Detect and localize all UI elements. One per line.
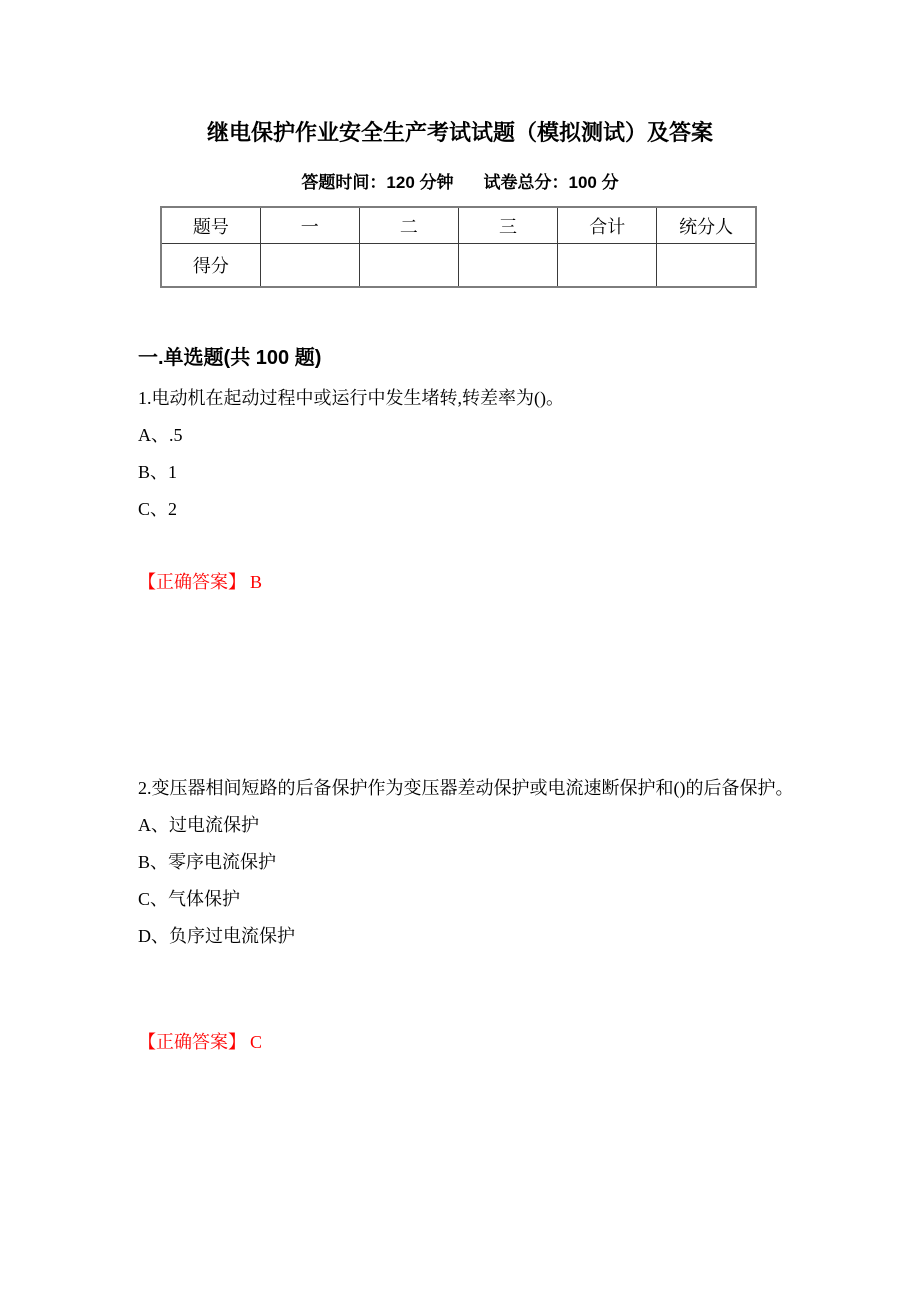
- score-cell-empty: [260, 244, 359, 288]
- question-2-answer-line: [138, 1024, 262, 1061]
- score-cell-empty: [359, 244, 458, 288]
- score-summary-table: [160, 206, 757, 288]
- section-heading-single-choice: 一.单选题(共 100 题): [138, 347, 322, 369]
- question-1-text: 1.电动机在起动过程中或运行中发生堵转,转差率为()。: [138, 388, 564, 408]
- score-table-col-question-no: 题号: [161, 207, 260, 244]
- score-row-label: 得分: [161, 244, 260, 288]
- question-2-text: 2.变压器相间短路的后备保护作为变压器差动保护或电流速断保护和()的后备保护。: [138, 778, 794, 798]
- question-1-answer-letter: B: [250, 572, 263, 592]
- answer-prefix: 【正确答案】: [138, 572, 246, 592]
- question-1-option-b: B、1: [138, 462, 178, 482]
- question-1-option-a: A、.5: [138, 425, 183, 445]
- score-table-header-row: [161, 207, 756, 244]
- exam-meta-line: [0, 170, 920, 196]
- score-table-score-row: [161, 244, 756, 288]
- question-1-answer-line: [138, 564, 262, 601]
- question-2: [138, 770, 796, 955]
- question-1-option-c: C、2: [138, 499, 178, 519]
- score-cell-empty: [558, 244, 657, 288]
- score-cell-empty: [458, 244, 557, 288]
- score-table-col-one: 一: [260, 207, 359, 244]
- question-2-option-b: B、零序电流保护: [138, 852, 277, 872]
- exam-total-score-label: 试卷总分：100 分: [483, 173, 619, 192]
- question-1: [138, 380, 796, 528]
- exam-time-label: 答题时间：120 分钟: [301, 173, 454, 192]
- score-cell-empty: [657, 244, 756, 288]
- question-2-option-c: C、气体保护: [138, 889, 241, 909]
- score-table-col-total: 合计: [558, 207, 657, 244]
- answer-prefix: 【正确答案】: [138, 1032, 246, 1052]
- question-2-answer-letter: C: [250, 1032, 263, 1052]
- question-2-option-d: D、负序过电流保护: [138, 926, 295, 946]
- score-table-col-two: 二: [359, 207, 458, 244]
- page-title: 继电保护作业安全生产考试试题（模拟测试）及答案: [206, 120, 713, 145]
- question-2-option-a: A、过电流保护: [138, 815, 259, 835]
- score-table-col-scorer: 统分人: [657, 207, 756, 244]
- score-table-col-three: 三: [458, 207, 557, 244]
